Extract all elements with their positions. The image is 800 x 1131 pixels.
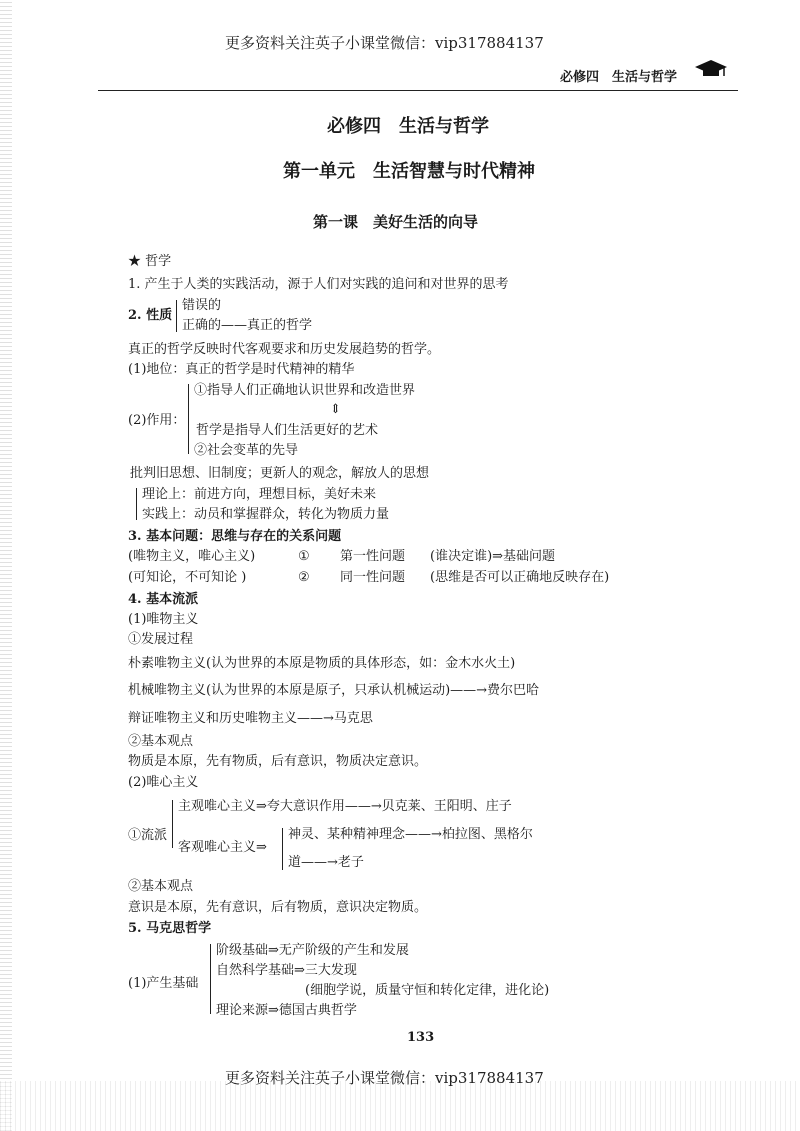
line-6: 批判旧思想、旧制度；更新人的观念，解放人的思想 [130, 466, 430, 481]
nature-right: 正确的——真正的哲学 [182, 318, 313, 333]
scan-noise-bottom [0, 1081, 800, 1131]
objective-idealism: 客观唯心主义⇒ [178, 840, 267, 855]
nature-label: 2. 性质 [128, 308, 173, 323]
role-label: (2)作用： [128, 413, 186, 428]
row-b-1: (可知论，不可知论 ) [128, 570, 247, 585]
objective-a: 神灵、某种精神理念——→柏拉图、黑格尔 [288, 827, 533, 842]
row-a-3: 第一性问题 [340, 549, 406, 564]
unit-title: 第一单元 生活智慧与时代精神 [283, 161, 535, 182]
basis-b: 自然科学基础⇒三大发现 [216, 963, 357, 978]
brace [210, 944, 211, 1014]
line-22: 意识是本原，先有意识，后有物质，意识决定物质。 [128, 900, 428, 915]
basic-question: 3. 基本问题：思维与存在的关系问题 [128, 529, 342, 544]
line-12: (1)唯物主义 [128, 612, 199, 627]
graduation-cap-icon [693, 58, 729, 86]
lesson-title: 第一课 美好生活的向导 [313, 213, 479, 231]
watermark-top: 更多资料关注英子小课堂微信：vip317884137 [225, 34, 544, 52]
row-a-1: (唯物主义，唯心主义) [128, 549, 256, 564]
line-16: 辩证唯物主义和历史唯物主义——→马克思 [128, 711, 373, 726]
line-1: 1. 产生于人类的实践活动，源于人们对实践的追问和对世界的思考 [128, 277, 509, 292]
line-21: ②基本观点 [128, 879, 194, 894]
brace [188, 384, 189, 454]
row-a-4: (谁决定谁)⇒基础问题 [430, 549, 556, 564]
module-title: 必修四 生活与哲学 [327, 116, 489, 137]
basis-c: (细胞学说，质量守恒和转化定律，进化论) [305, 983, 550, 998]
line-7a: 理论上：前进方向，理想目标，美好未来 [142, 487, 377, 502]
header-rule [98, 90, 738, 91]
row-a-2: ① [298, 549, 310, 564]
role-b: 哲学是指导人们生活更好的艺术 [196, 423, 379, 438]
subjective-idealism: 主观唯心主义⇒夸大意识作用——→贝克莱、王阳明、庄子 [178, 799, 512, 814]
marx-heading: 5. 马克思哲学 [128, 921, 212, 936]
line-3: 真正的哲学反映时代客观要求和历史发展趋势的哲学。 [128, 342, 441, 357]
basis-d: 理论来源⇒德国古典哲学 [216, 1003, 357, 1018]
line-14: 朴素唯物主义(认为世界的本原是物质的具体形态，如：金木水火土) [128, 656, 516, 671]
scan-noise-left [0, 0, 12, 1131]
sects-label: ①流派 [128, 828, 168, 843]
brace [282, 828, 283, 870]
row-b-3: 同一性问题 [340, 570, 406, 585]
schools-heading: 4. 基本流派 [128, 592, 199, 607]
brace [136, 488, 137, 520]
role-a: ①指导人们正确地认识世界和改造世界 [194, 383, 416, 398]
objective-b: 道——→老子 [288, 855, 364, 870]
brace [176, 300, 177, 332]
section-star: ★ 哲学 [128, 254, 172, 269]
double-arrow: ⇕ [330, 402, 341, 417]
watermark-bottom: 更多资料关注英子小课堂微信：vip317884137 [225, 1069, 544, 1087]
role-c: ②社会变革的先导 [194, 443, 299, 458]
line-17: ②基本观点 [128, 734, 194, 749]
line-7b: 实践上：动员和掌握群众，转化为物质力量 [142, 507, 390, 522]
line-13: ①发展过程 [128, 632, 194, 647]
line-19: (2)唯心主义 [128, 775, 199, 790]
row-b-2: ② [298, 570, 310, 585]
row-b-4: (思维是否可以正确地反映存在) [430, 570, 610, 585]
running-header: 必修四 生活与哲学 [560, 70, 678, 85]
basis-a: 阶级基础⇒无产阶级的产生和发展 [216, 943, 409, 958]
basis-label: (1)产生基础 [128, 976, 199, 991]
line-15: 机械唯物主义(认为世界的本原是原子，只承认机械运动)——→费尔巴哈 [128, 683, 540, 698]
page-number: 133 [407, 1030, 435, 1045]
brace [172, 800, 173, 848]
nature-wrong: 错误的 [182, 298, 222, 313]
line-18: 物质是本原，先有物质，后有意识，物质决定意识。 [128, 754, 428, 769]
line-4: (1)地位：真正的哲学是时代精神的精华 [128, 362, 355, 377]
